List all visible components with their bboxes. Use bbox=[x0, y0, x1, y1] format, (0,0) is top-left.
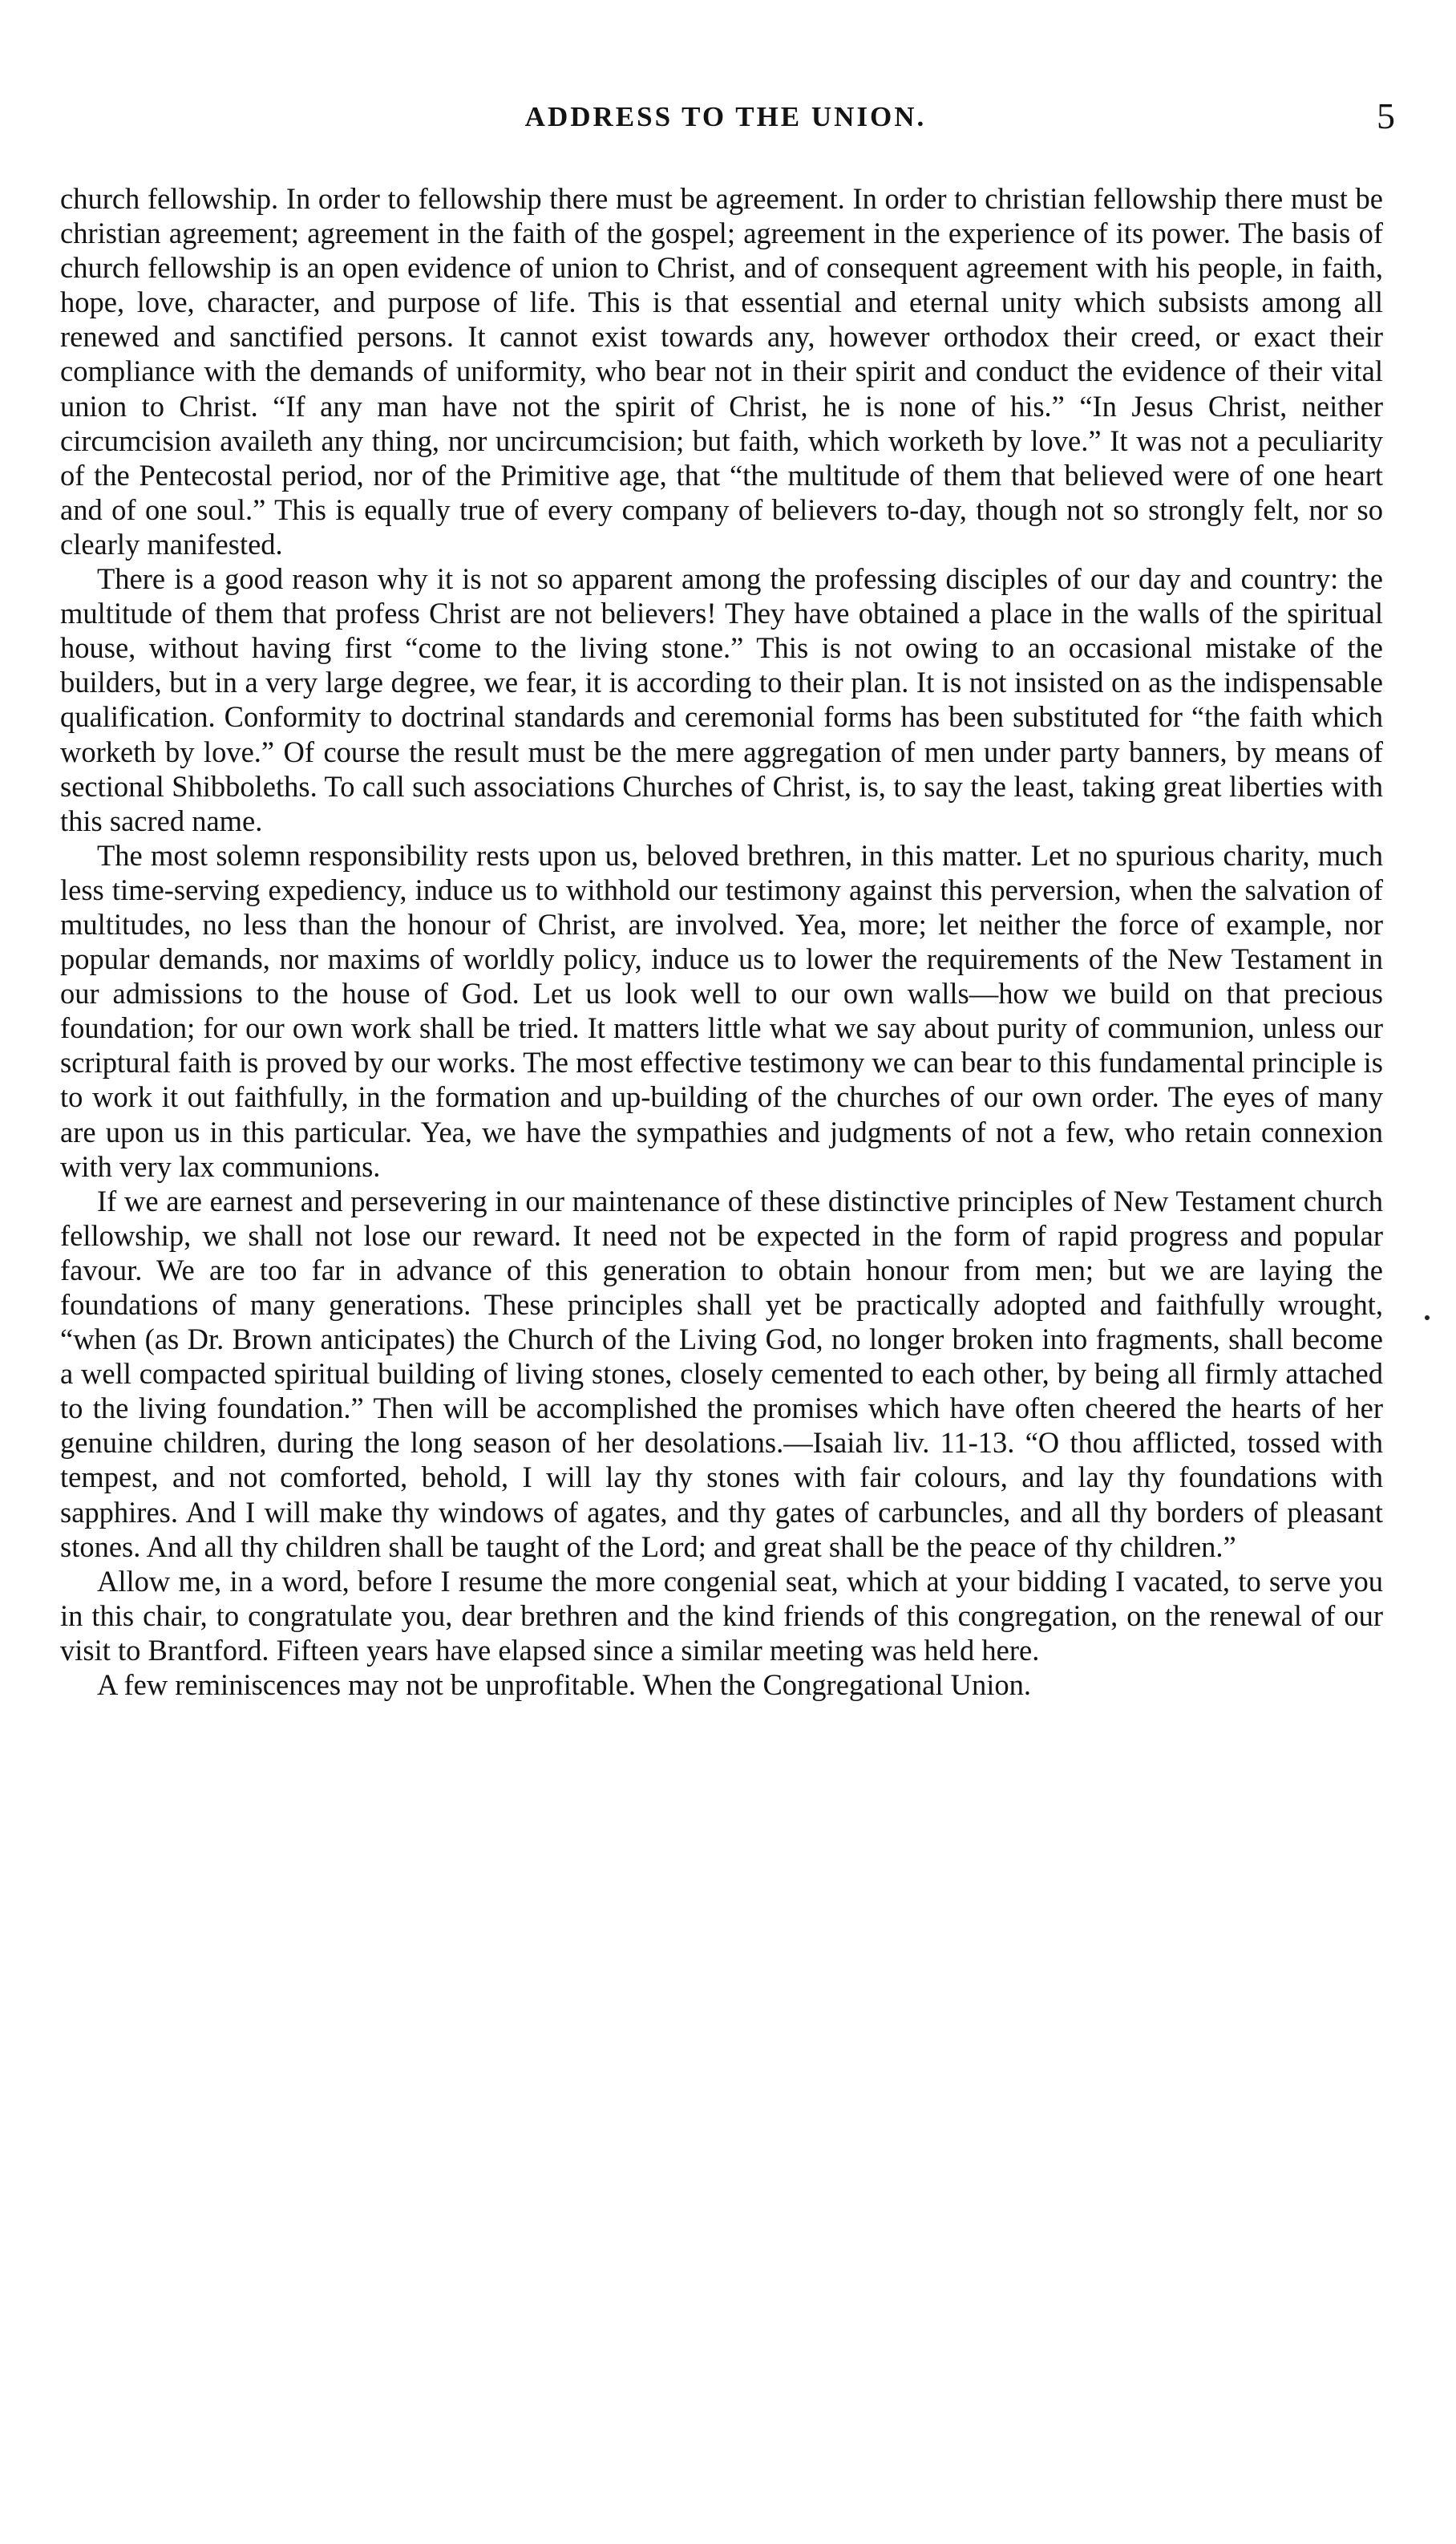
running-title: ADDRESS TO THE UNION. bbox=[524, 101, 927, 132]
paragraph-church-fellowship: church fellowship. In order to fellowship there must be agreement. In order to christian fellowship there must be christian agreement; agreement in the faith of the gospel; agreement in the experience of its power. The basis of church fellowship is an open evidence of union to Christ, and of consequent agreement with his people, in faith, hope, love, character, and purpose of life. This is that essential and eternal unity which subsists among all renewed and sanctified persons. It cannot exist towards any, however orthodox their creed, or exact their compliance with the demands of uniformity, who bear not in their spirit and conduct the evidence of their vital union to Christ. “If any man have not the spirit of Christ, he is none of his.” “In Jesus Christ, neither circumcision availeth any thing, nor uncircumcision; but faith, which worketh by love.” It was not a peculiarity of the Pentecostal period, nor of the Primitive age, that “the multitude of them that believed were of one heart and of one soul.” This is equally true of every company of believers to-day, though not so strongly felt, nor so clearly manifested. bbox=[60, 182, 1383, 561]
paragraph-allow-me: Allow me, in a word, before I resume the more congenial seat, which at your bidding I vacated, to serve you in this chair, to congratulate you, dear brethren and the kind friends of this congregation, on the renewal of our visit to Brantford. Fifteen years have elapsed since a similar meeting was held here. bbox=[60, 1564, 1383, 1667]
paragraph-earnest-persevering: If we are earnest and persevering in our maintenance of these distinctive principles of New Testament church fellowship, we shall not lose our reward. It need not be expected in the form of rapid progress and popular favour. We are too far in advance of this generation to obtain honour from men; but we are laying the foundations of many generations. These principles shall yet be practically adopted and faithfully wrought, “when (as Dr. Brown anticipates) the Church of the Living God, no longer broken into fragments, shall become a well compacted spiritual building of living stones, closely cemented to each other, by being all firmly attached to the living foundation.” Then will be accomplished the promises which have often cheered the hearts of her genuine children, during the long season of her desolations.—Isaiah liv. 11-13. “O thou afflicted, tossed with tempest, and not comforted, behold, I will lay thy stones with fair colours, and lay thy foundations with sapphires. And I will make thy windows of agates, and thy gates of carbuncles, and all thy borders of pleasant stones. And all thy children shall be taught of the Lord; and great shall be the peace of thy children.” bbox=[60, 1184, 1383, 1563]
paragraph-good-reason: There is a good reason why it is not so apparent among the professing disciples of our day and country: the multitude of them that profess Christ are not believers! They have obtained a place in the walls of the spiritual house, without having first “come to the living stone.” This is not owing to an occasional mistake of the builders, but in a very large degree, we fear, it is according to their plan. It is not insisted on as the indispensable qualification. Conformity to doctrinal standards and ceremonial forms has been substituted for “the faith which worketh by love.” Of course the result must be the mere aggregation of men under party banners, by means of sectional Shibboleths. To call such associations Churches of Christ, is, to say the least, taking great liberties with this sacred name. bbox=[60, 562, 1383, 837]
body-text bbox=[60, 181, 1383, 1702]
running-head bbox=[56, 95, 1395, 149]
paragraph-reminiscences: A few reminiscences may not be unprofitable. When the Congregational Union. bbox=[97, 1668, 1031, 1702]
page-number: 5 bbox=[1377, 95, 1395, 136]
stray-ink-mark bbox=[1425, 1315, 1430, 1320]
paragraph-solemn-responsibility: The most solemn responsibility rests upon us, beloved brethren, in this matter. Let no spurious charity, much less time-serving expediency, induce us to withhold our testimony against this perversion, when the salvation of multitudes, no less than the honour of Christ, are involved. Yea, more; let neither the force of example, nor popular demands, nor maxims of worldly policy, induce us to lower the requirements of the New Testament in our admissions to the house of God. Let us look well to our own walls—how we build on that precious foundation; for our own work shall be tried. It matters little what we say about purity of communion, unless our scriptural faith is proved by our works. The most effective testimony we can bear to this fundamental principle is to work it out faithfully, in the formation and up-building of the churches of our own order. The eyes of many are upon us in this particular. Yea, we have the sympathies and judgments of not a few, who retain connexion with very lax communions. bbox=[60, 838, 1383, 1183]
